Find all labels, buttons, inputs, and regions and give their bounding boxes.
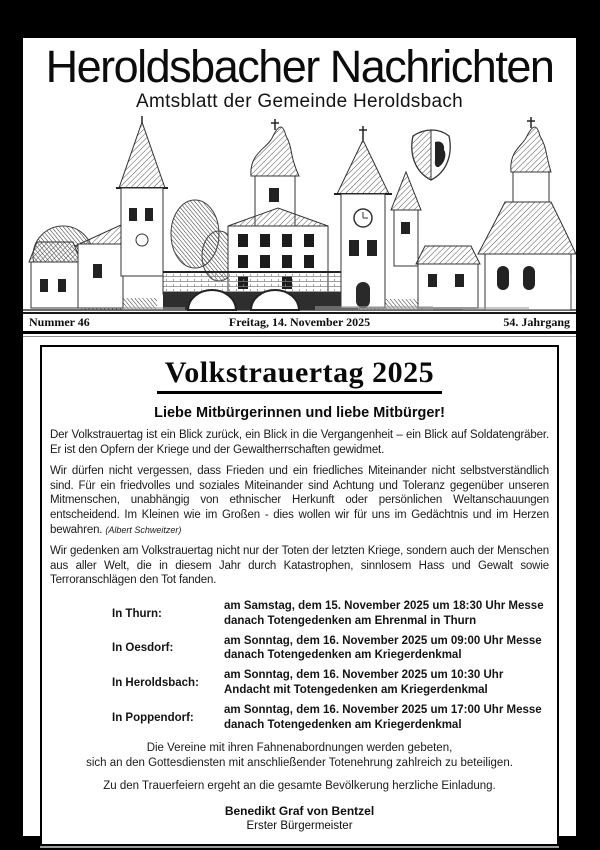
schedule-line: am Sonntag, dem 16. November 2025 um 17:00 Uhr Messe (224, 703, 542, 716)
turret-icon (391, 172, 421, 266)
mayor-title: Erster Bürgermeister (246, 820, 353, 833)
article-title: Volkstrauertag 2025 (157, 357, 442, 394)
chapel-dome-icon (478, 117, 576, 310)
schedule-line: am Sonntag, dem 16. November 2025 um 10:30 Uhr (224, 669, 504, 682)
mayor-name: Benedikt Graf von Bentzel (224, 804, 375, 819)
salutation: Liebe Mitbürgerinnen und liebe Mitbürger! (154, 405, 445, 421)
schedule-line: Andacht mit Totengedenken am Kriegerdenkmal (224, 683, 488, 696)
village-house-icon (29, 242, 81, 308)
schedule-entry-oesdorf (50, 634, 549, 664)
scan-artifact (123, 307, 185, 310)
scan-artifact (315, 306, 433, 310)
article-box (40, 345, 559, 846)
village-house-icon (416, 246, 480, 308)
closing-note (50, 741, 549, 771)
schedule-entry-poppendorf (50, 703, 549, 733)
schedule-place: In Thurn: (112, 607, 162, 620)
town-illustration (23, 114, 576, 311)
issue-bar (23, 312, 576, 337)
newsletter-subtitle: Amtsblatt der Gemeinde Heroldsbach (135, 91, 464, 112)
rule-thin (23, 336, 576, 337)
memorial-schedule (50, 599, 549, 732)
schedule-place: In Oesdorf: (112, 642, 174, 655)
issue-number: Nummer 46 (29, 315, 90, 329)
schedule-entry-thurn (50, 599, 549, 629)
schedule-place: In Heroldsbach: (112, 676, 199, 689)
coat-of-arms-icon (412, 130, 450, 180)
schedule-entry-heroldsbach (50, 668, 549, 698)
bridge-arches-icon (163, 272, 358, 310)
closing-line: Die Vereine mit ihren Fahnenabordnungen werden gebeten, (146, 742, 453, 755)
schedule-line: am Samstag, dem 15. November 2025 um 18:30 Uhr Messe (224, 599, 544, 612)
issue-date: Freitag, 14. November 2025 (228, 315, 371, 329)
paragraph (50, 464, 549, 537)
schedule-place: In Poppendorf: (112, 711, 194, 724)
quote-credit: (Albert Schweitzer) (105, 524, 182, 535)
schedule-line: danach Totengedenken am Ehrenmal in Thurn (224, 614, 477, 627)
schedule-line: am Sonntag, dem 16. November 2025 um 09:00 Uhr Messe (224, 634, 542, 647)
clock-tower-icon (334, 126, 392, 308)
masthead (23, 38, 576, 111)
paragraph: Der Volkstrauertag ist ein Blick zurück, ein Blick in die Vergangenheit – ein Blick auf Soldatengräber. Er ist den Opfern der Kriege und der Gewaltherrschaften gewidmet. (50, 429, 549, 456)
church-spire-icon (75, 116, 168, 308)
newsletter-paper (23, 38, 576, 836)
signature-block (50, 804, 549, 834)
paragraph: Wir gedenken am Volkstrauertag nicht nur der Toten der letzten Kriege, sondern auch der Menschen aus aller Welt, die in diesem Jahr durch Katastrophen, sinnlosem Hass und Gewalt sowie Terroranschlägen den Tot fanden. (50, 545, 549, 587)
issue-volume: 54. Jahrgang (503, 315, 570, 329)
rule-thick (23, 331, 576, 334)
invitation-line: Zu den Trauerfeiern ergeht an die gesamte Bevölkerung herzliche Einladung. (103, 780, 496, 793)
scan-artifact (463, 307, 529, 310)
closing-line: sich an den Gottesdiensten mit anschließender Totenehrung zahlreich zu beteiligen. (86, 757, 513, 770)
newsletter-title: Heroldsbacher Nachrichten (45, 41, 554, 92)
schedule-line: danach Totengedenken am Kriegerdenkmal (224, 649, 462, 662)
paragraph-text: Wir dürfen nicht vergessen, dass Frieden und ein friedliches Miteinander nicht selbstverständlich sind. Für ein friedvolles und soziales Miteinander sind Achtung und Toleranz gegenüber unseren Mitmenschen, unabhängig von ethnischer Herkunft oder persönlichen Weltanschauungen entscheidend. Im Kleinen wie im Großen - dies wollen wir für uns im Gedächtnis und im Herzen bewahren. (50, 465, 549, 536)
schedule-line: danach Totengedenken am Kriegerdenkmal (224, 718, 462, 731)
